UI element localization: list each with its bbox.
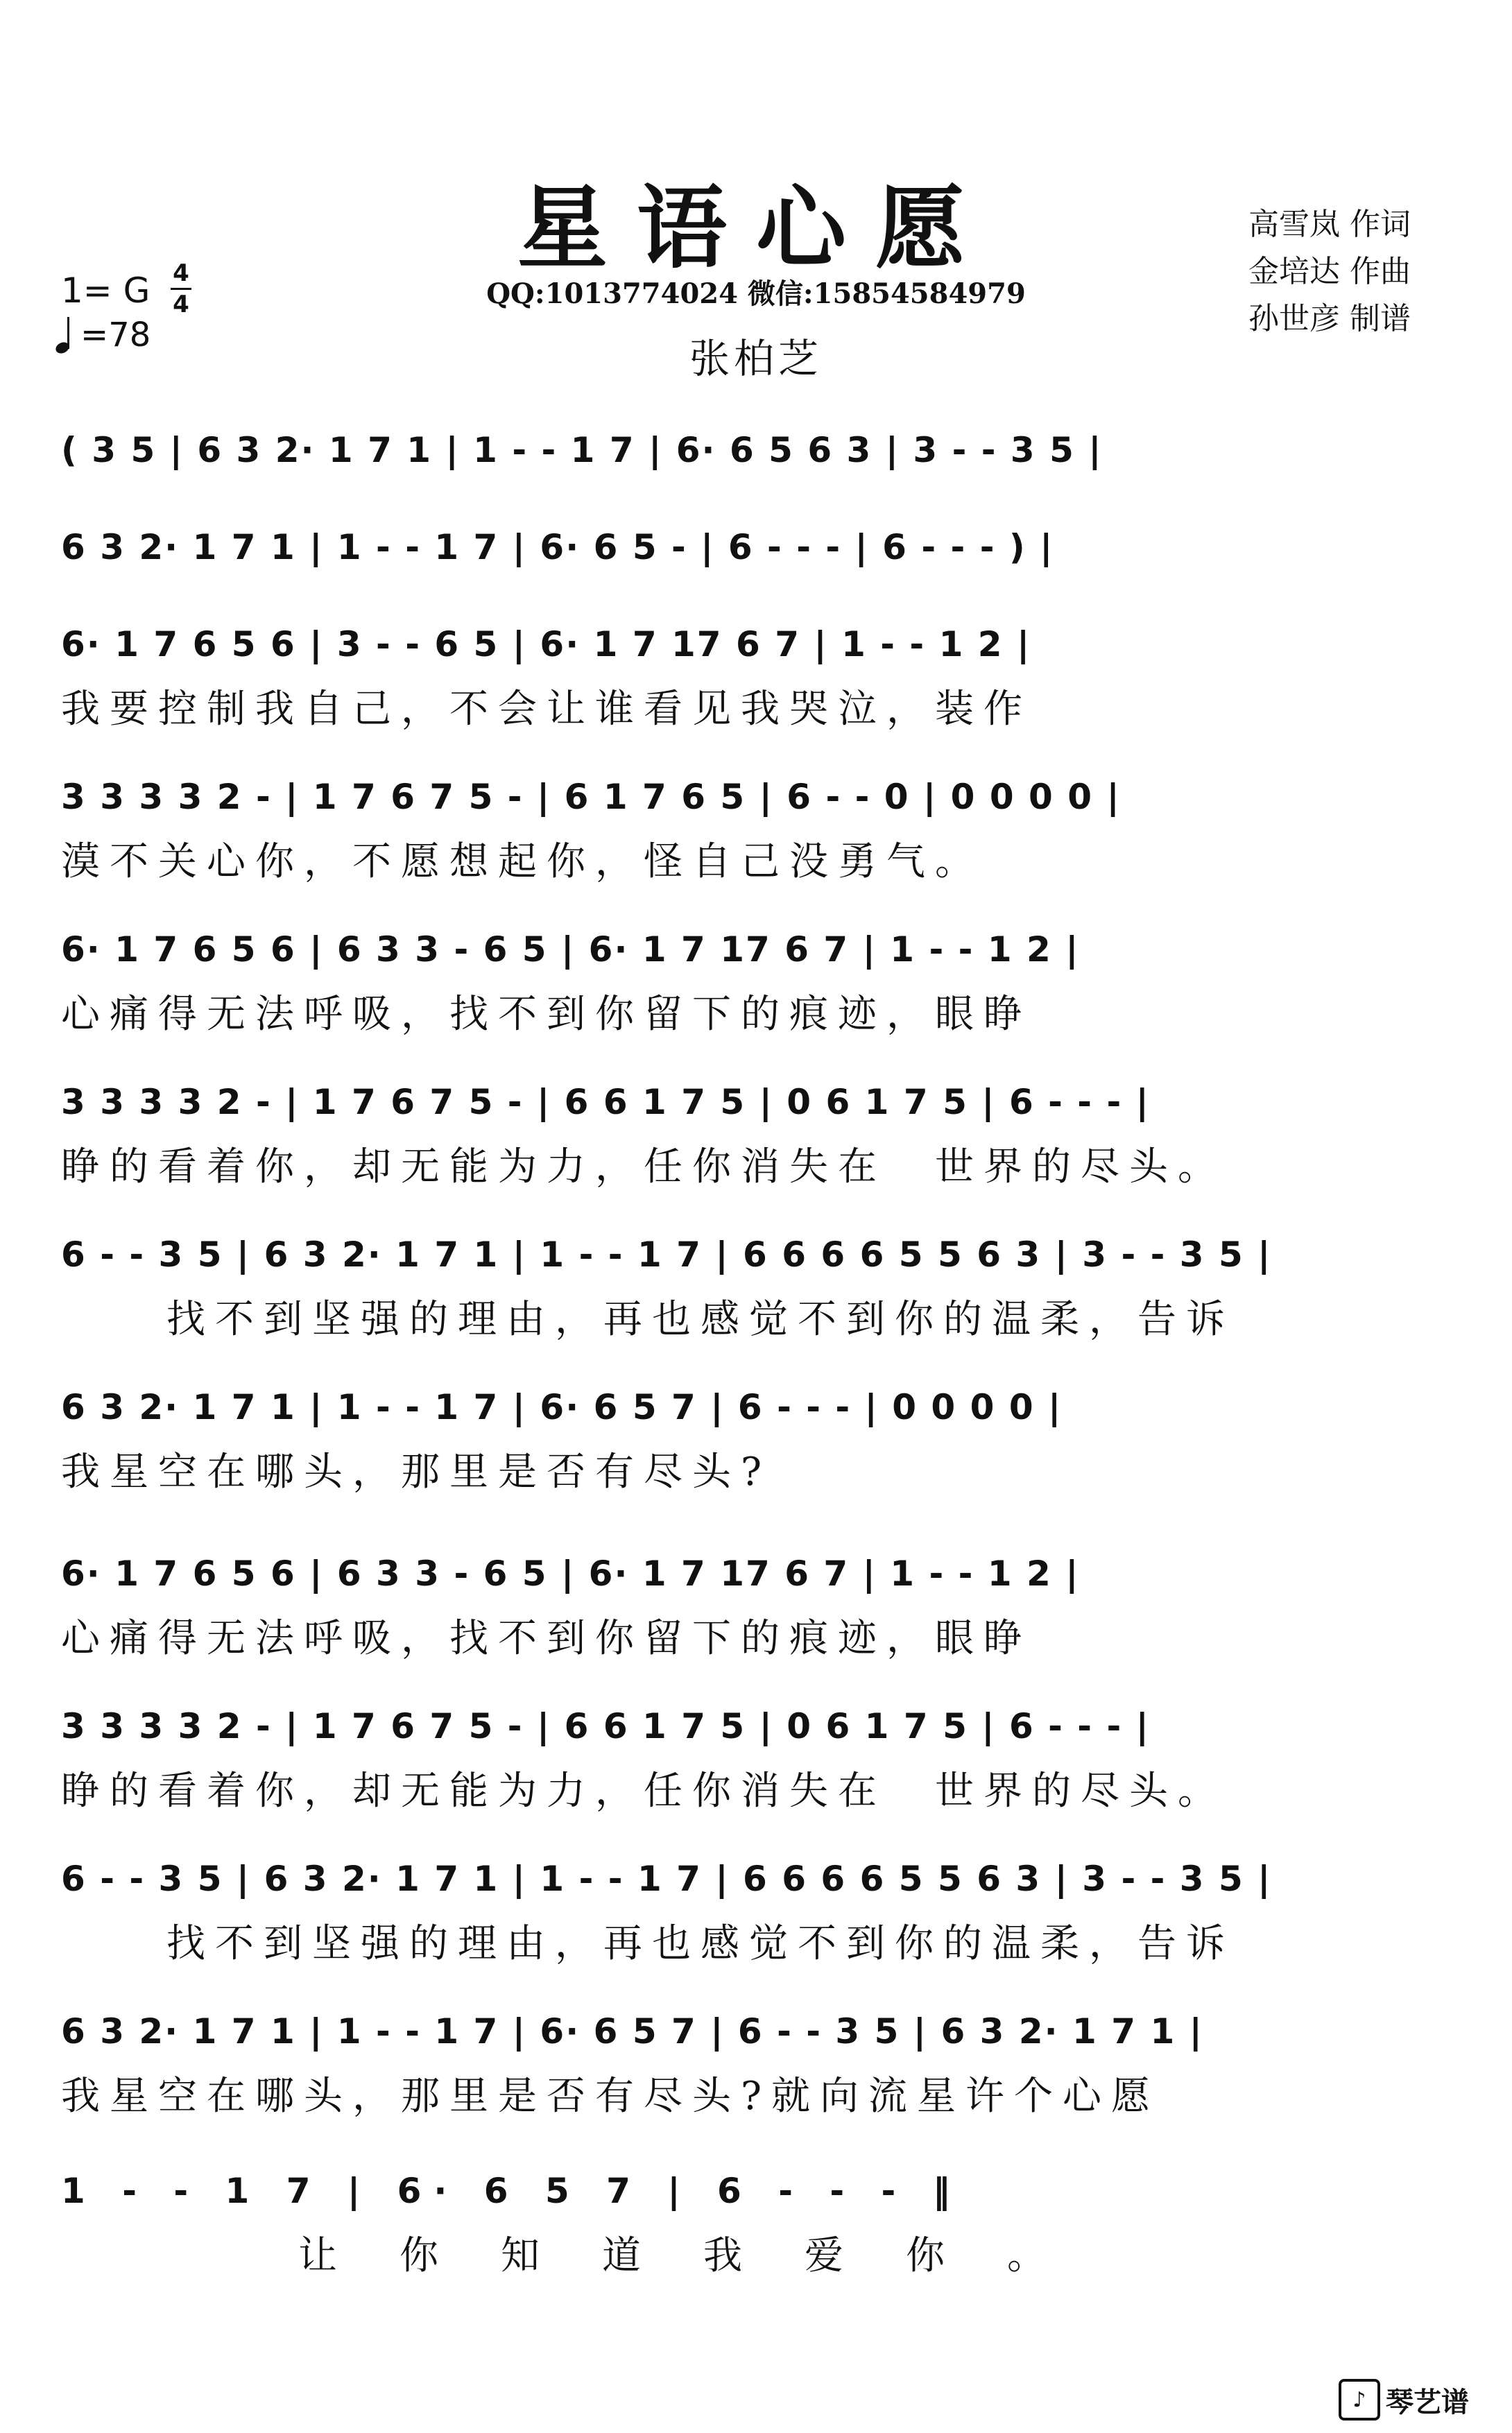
lyrics-line: 让你知道我爱你。	[298, 2233, 1108, 2278]
page-title: 星语心愿	[517, 175, 995, 281]
singer-name: 张柏芝	[689, 335, 823, 382]
quarter-note-icon	[55, 317, 76, 353]
notation-line: 3 3 3 3 2 - | 1 7 6 7 5 - | 6 1 7 6 5 | 6 - - 0 | 0 0 0 0 |	[61, 777, 1121, 817]
notation-line: 6 - - 3 5 | 6 3 2· 1 7 1 | 1 - - 1 7 | 6 6 6 6 5 5 6 3 | 3 - - 3 5 |	[61, 1859, 1272, 1899]
notation-line: 3 3 3 3 2 - | 1 7 6 7 5 - | 6 6 1 7 5 | 0 6 1 7 5 | 6 - - - |	[61, 1706, 1150, 1746]
key-signature: 1= G	[61, 270, 151, 311]
lyricist-credit: 高雪岚 作词	[1248, 207, 1411, 242]
lyrics-line: 我星空在哪头，那里是否有尽头?就向流星许个心愿	[61, 2074, 1160, 2119]
notation-line: 6 3 2· 1 7 1 | 1 - - 1 7 | 6· 6 5 7 | 6 - - 3 5 | 6 3 2· 1 7 1 |	[61, 2011, 1203, 2052]
lyrics-line: 心痛得无法呼吸，找不到你留下的痕迹，眼睁	[61, 992, 1032, 1037]
notation-line: 1 - - 1 7 | 6· 6 5 7 | 6 - - - ‖	[61, 2171, 963, 2211]
notation-line: 3 3 3 3 2 - | 1 7 6 7 5 - | 6 6 1 7 5 | 0 6 1 7 5 | 6 - - - |	[61, 1082, 1150, 1122]
notation-line: 6· 1 7 6 5 6 | 6 3 3 - 6 5 | 6· 1 7 17 6 7 | 1 - - 1 2 |	[61, 1554, 1080, 1594]
lyrics-line: 找不到坚强的理由，再也感觉不到你的温柔，告诉	[166, 1297, 1235, 1342]
notation-line: 6 - - 3 5 | 6 3 2· 1 7 1 | 1 - - 1 7 | 6 6 6 6 5 5 6 3 | 3 - - 3 5 |	[61, 1235, 1272, 1275]
notation-line: 6· 1 7 6 5 6 | 3 - - 6 5 | 6· 1 7 17 6 7 | 1 - - 1 2 |	[61, 624, 1031, 664]
lyrics-line: 睁的看着你，却无能为力，任你消失在 世界的尽头。	[61, 1769, 1226, 1814]
transcriber-credit: 孙世彦 制谱	[1248, 301, 1411, 336]
meter-top: 4	[173, 259, 189, 287]
tempo-value: =78	[80, 316, 151, 354]
meter-bar	[171, 288, 191, 290]
notation-line: ( 3 5 | 6 3 2· 1 7 1 | 1 - - 1 7 | 6· 6 5 6 3 | 3 - - 3 5 |	[61, 430, 1103, 470]
notation-line: 6 3 2· 1 7 1 | 1 - - 1 7 | 6· 6 5 7 | 6 - - - | 0 0 0 0 |	[61, 1387, 1063, 1427]
lyrics-line: 心痛得无法呼吸，找不到你留下的痕迹，眼睁	[61, 1616, 1032, 1661]
lyrics-line: 睁的看着你，却无能为力，任你消失在 世界的尽头。	[61, 1144, 1226, 1189]
lyrics-line: 找不到坚强的理由，再也感觉不到你的温柔，告诉	[166, 1921, 1235, 1966]
composer-credit: 金培达 作曲	[1248, 254, 1411, 289]
logo-text: 琴艺谱	[1386, 2386, 1469, 2418]
notation-line: 6· 1 7 6 5 6 | 6 3 3 - 6 5 | 6· 1 7 17 6 7 | 1 - - 1 2 |	[61, 929, 1080, 970]
notation-line: 6 3 2· 1 7 1 | 1 - - 1 7 | 6· 6 5 - | 6 - - - | 6 - - - ) |	[61, 527, 1054, 567]
time-signature	[171, 260, 191, 318]
contact-info: QQ:1013774024 微信:15854584979	[486, 277, 1026, 310]
lyrics-line: 我要控制我自己，不会让谁看见我哭泣，装作	[61, 687, 1032, 732]
meter-bottom: 4	[173, 291, 189, 318]
lyrics-line: 漠不关心你，不愿想起你，怪自己没勇气。	[61, 839, 983, 884]
credits-block	[1248, 201, 1411, 343]
site-logo	[1339, 2379, 1469, 2421]
tempo-marking	[55, 316, 151, 354]
logo-icon: ♪	[1339, 2379, 1380, 2421]
lyrics-line: 我星空在哪头，那里是否有尽头?	[61, 1450, 772, 1495]
